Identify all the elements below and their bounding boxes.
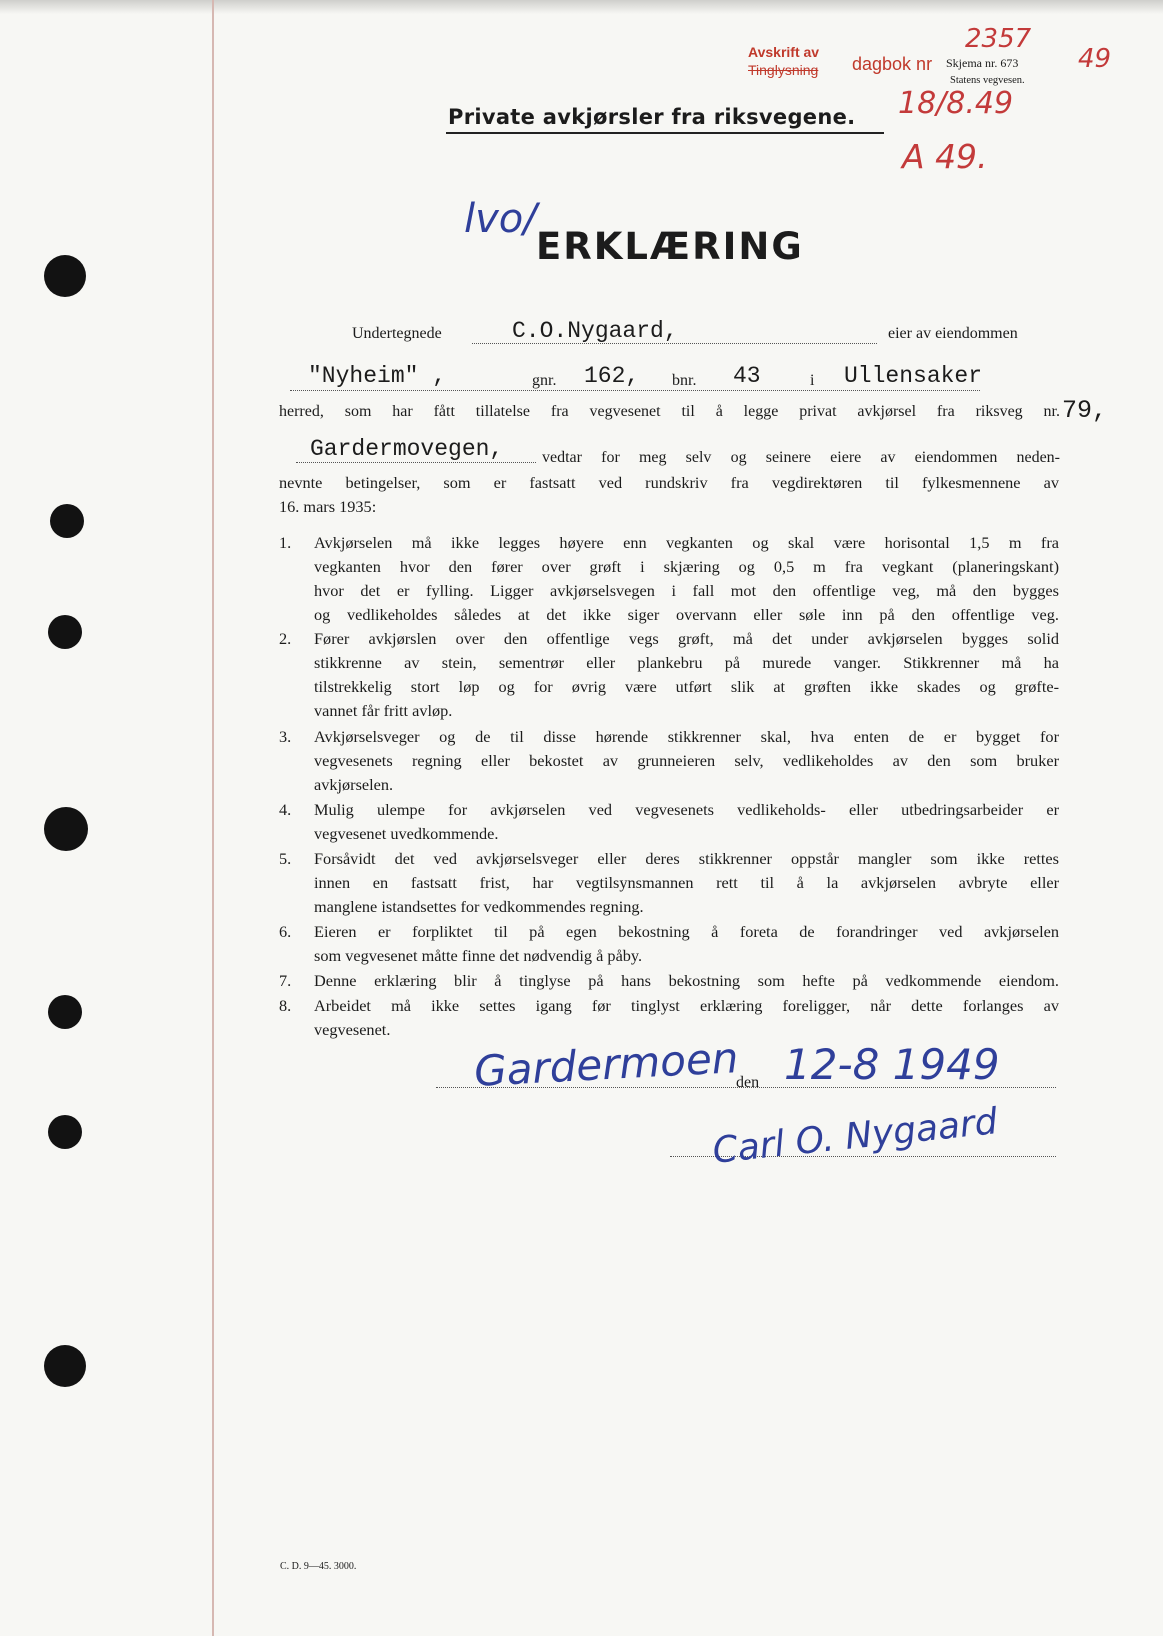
stamp-dagbok: dagbok nr (852, 54, 933, 74)
condition-line: manglene istandsettes for vedkommendes regning. (314, 897, 644, 916)
condition-line: Avkjørselsveger og de til disse hørende stikkrenner skal, hva enten de er bygget for (314, 727, 1059, 746)
condition-number: 5. (279, 849, 292, 868)
body-text-line: 16. mars 1935: (279, 497, 377, 516)
bnr-value: 43 (733, 363, 761, 389)
owner-signature: Carl O. Nygaard (710, 1101, 1000, 1172)
vedtar-text: vedtar for meg selv og seinere eiere av eiendommen neden- (542, 449, 1060, 466)
condition-number: 4. (279, 800, 292, 819)
gnr-value: 162, (584, 363, 640, 389)
condition-line: stikkrenne av stein, sementrør eller plankebru på murede vanger. Stikkrenner må ha (314, 653, 1059, 672)
condition-line: vegvesenet. (314, 1020, 391, 1039)
date-note: 18/8.49 (898, 86, 1014, 121)
punch-hole (44, 807, 88, 851)
condition-line: avkjørselen. (314, 775, 394, 794)
road-number: 79, (1062, 396, 1108, 425)
herred-sentence: herred, som har fått tillatelse fra vegvesenet til å legge privat avkjørsel fra riksveg nr. (279, 403, 1060, 420)
dotted-line (290, 390, 980, 391)
condition-number: 3. (279, 727, 292, 746)
condition-number: 1. (279, 533, 292, 552)
condition-line: vegvesenets regning eller bekostet av grunneieren selv, vedlikeholdes av den som bruker (314, 751, 1059, 770)
punch-hole (48, 995, 82, 1029)
signature-date: 12-8 1949 (784, 1040, 1000, 1089)
punch-hole (44, 1345, 86, 1387)
condition-number: 8. (279, 996, 292, 1015)
condition-line: Forsåvidt det ved avkjørselsveger eller deres stikkrenner oppstår mangler som ikke rettes (314, 849, 1059, 868)
condition-line: tilstrekkelig stort løp og for øvrig være utført slik at grøften ikke skades og grøfte- (314, 677, 1059, 696)
condition-line: Eieren er forpliktet til på egen bekostning å foreta de forandringer ved avkjørselen (314, 922, 1059, 941)
margin-rule (212, 0, 214, 1636)
document-title: ERKLÆRING (536, 225, 804, 268)
condition-line: innen en fastsatt frist, har vegtilsynsmannen rett til å la avkjørselen avbryte eller (314, 873, 1059, 892)
condition-line: Avkjørselen må ikke legges høyere enn vegkanten og skal være horisontal 1,5 m fra (314, 533, 1059, 552)
punch-hole (44, 255, 86, 297)
punch-hole (48, 1115, 82, 1149)
condition-number: 2. (279, 629, 292, 648)
owner-name: C.O.Nygaard, (512, 318, 678, 344)
condition-line: Arbeidet må ikke settes igang før tinglyst erklæring foreligger, når dette forlanges av (314, 996, 1059, 1015)
undertegnede-label: Undertegnede (352, 325, 442, 342)
stamp-tinglysning: Tinglysning (748, 62, 819, 78)
dagbok-number: 2357 (965, 24, 1032, 54)
bnr-label: bnr. (672, 372, 697, 389)
heading-underline (446, 132, 884, 134)
schema-number: Skjema nr. 673 (946, 56, 1019, 70)
stamp-avskrift: Avskrift av (748, 44, 820, 60)
condition-number: 7. (279, 971, 292, 990)
i-label: i (810, 372, 815, 389)
herred-name: Ullensaker (844, 363, 983, 389)
dagbok-year: 49 (1078, 44, 1112, 74)
signature-place: Gardermoen (472, 1033, 740, 1096)
punch-hole (48, 615, 82, 649)
print-info: C. D. 9—45. 3000. (280, 1561, 357, 1572)
condition-line: Denne erklæring blir å tinglyse på hans bekostning som hefte på vedkommende eiendom. (314, 971, 1059, 990)
scan-top-edge (0, 0, 1163, 14)
body-text-line: nevnte betingelser, som er fastsatt ved rundskriv fra vegdirektøren til fylkesmennene av (279, 473, 1059, 492)
condition-line: vegkanten hvor den fører over grøft i skjæring og 0,5 m fra vegkant (planeringskant) (314, 557, 1059, 576)
property-name: "Nyheim" , (308, 363, 447, 389)
condition-number: 6. (279, 922, 292, 941)
gnr-label: gnr. (532, 372, 557, 389)
reference-note: A 49. (902, 137, 988, 176)
condition-line: Fører avkjørslen over den offentlige vegs grøft, må det under avkjørselen bygges solid (314, 629, 1059, 648)
condition-line: Mulig ulempe for avkjørselen ved vegvesenets vedlikeholds- eller utbedringsarbeider er (314, 800, 1059, 819)
road-name: Gardermovegen, (310, 436, 504, 462)
condition-line: og vedlikeholdes således at det ikke siger overvann eller søle inn på den offentlige veg. (314, 605, 1059, 624)
den-label: den (736, 1074, 760, 1091)
condition-line: hvor det er fylling. Ligger avkjørselsvegen i fall mot den offentlige veg, må den bygges (314, 581, 1059, 600)
schema-issuer: Statens vegvesen. (950, 75, 1025, 86)
title-handwritten-mark: lvo/ (464, 196, 537, 242)
punch-hole (50, 504, 84, 538)
page-heading: Private avkjørsler fra riksvegene. (448, 105, 856, 129)
eier-label: eier av eiendommen (888, 325, 1018, 342)
dotted-line (296, 462, 536, 463)
condition-line: vegvesenet uvedkommende. (314, 824, 499, 843)
condition-line: som vegvesenet måtte finne det nødvendig å påby. (314, 946, 643, 965)
condition-line: vannet får fritt avløp. (314, 701, 453, 720)
